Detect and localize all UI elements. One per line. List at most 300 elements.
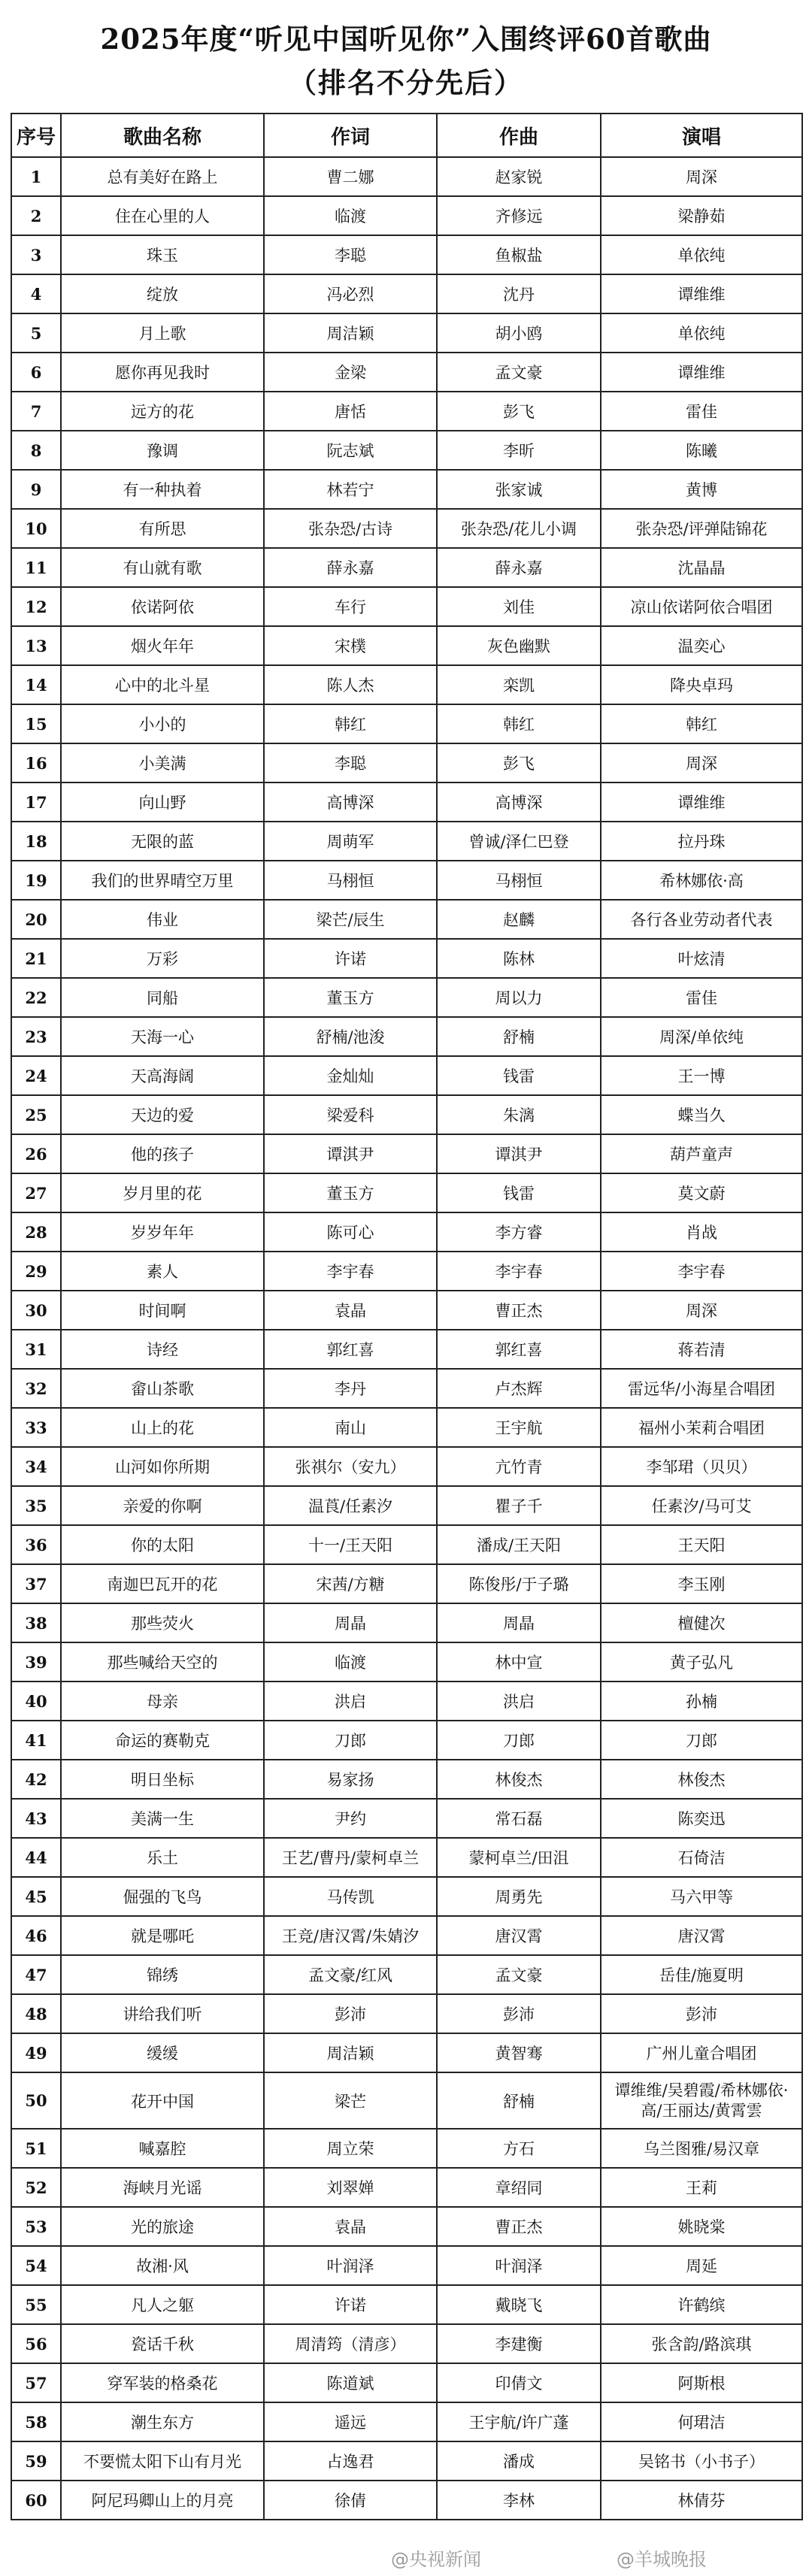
cell-song: 亲爱的你啊 <box>61 1486 264 1525</box>
cell-index: 44 <box>11 1838 61 1877</box>
cell-song: 明日坐标 <box>61 1760 264 1799</box>
cell-lyricist: 马栩恒 <box>264 861 437 900</box>
cell-singer: 沈晶晶 <box>601 548 802 587</box>
cell-index: 28 <box>11 1212 61 1252</box>
table-row <box>11 1799 802 1838</box>
cell-composer: 周勇先 <box>437 1877 601 1916</box>
cell-lyricist: 冯必烈 <box>264 274 437 313</box>
cell-song: 伟业 <box>61 900 264 939</box>
page-title: 2025年度“听见中国听见你”入围终评60首歌曲 <box>100 23 712 56</box>
cell-song: 素人 <box>61 1252 264 1291</box>
cell-lyricist: 周洁颖 <box>264 313 437 353</box>
cell-song: 住在心里的人 <box>61 196 264 235</box>
cell-song: 岁岁年年 <box>61 1212 264 1252</box>
cell-singer: 韩红 <box>601 704 802 743</box>
cell-song: 故湘·风 <box>61 2246 264 2285</box>
cell-composer: 胡小鸥 <box>437 313 601 353</box>
cell-singer: 王一博 <box>601 1056 802 1095</box>
cell-song: 天高海阔 <box>61 1056 264 1095</box>
cell-song: 有山就有歌 <box>61 548 264 587</box>
cell-composer: 灰色幽默 <box>437 626 601 665</box>
table-row <box>11 2033 802 2072</box>
cell-song: 锦绣 <box>61 1955 264 1994</box>
cell-index: 57 <box>11 2363 61 2402</box>
cell-lyricist: 郭红喜 <box>264 1330 437 1369</box>
cell-index: 35 <box>11 1486 61 1525</box>
cell-composer: 方石 <box>437 2129 601 2168</box>
cell-lyricist: 周萌军 <box>264 822 437 861</box>
table-row <box>11 470 802 509</box>
cell-song: 岁月里的花 <box>61 1173 264 1212</box>
cell-composer: 钱雷 <box>437 1173 601 1212</box>
cell-singer: 希林娜依·高 <box>601 861 802 900</box>
table-row <box>11 431 802 470</box>
cell-index: 12 <box>11 587 61 626</box>
cell-song: 烟火年年 <box>61 626 264 665</box>
watermark-ycwb: @羊城晚报 <box>617 2549 707 2570</box>
table-row <box>11 1212 802 1252</box>
cell-lyricist: 孟文豪/红风 <box>264 1955 437 1994</box>
cell-lyricist: 周清筠（清彦） <box>264 2324 437 2363</box>
cell-lyricist: 袁晶 <box>264 1291 437 1330</box>
cell-index: 2 <box>11 196 61 235</box>
cell-lyricist: 宋茜/方糖 <box>264 1564 437 1603</box>
cell-singer: 彭沛 <box>601 1994 802 2033</box>
cell-index: 36 <box>11 1525 61 1564</box>
cell-index: 29 <box>11 1252 61 1291</box>
cell-lyricist: 周晶 <box>264 1603 437 1642</box>
table-row <box>11 2246 802 2285</box>
cell-composer: 亢竹青 <box>437 1447 601 1486</box>
cell-singer: 陈曦 <box>601 431 802 470</box>
cell-composer: 薛永嘉 <box>437 548 601 587</box>
cell-index: 19 <box>11 861 61 900</box>
cell-lyricist: 尹约 <box>264 1799 437 1838</box>
table-row <box>11 313 802 353</box>
cell-composer: 彭飞 <box>437 743 601 782</box>
cell-index: 48 <box>11 1994 61 2033</box>
header-composer: 作曲 <box>437 114 601 157</box>
cell-composer: 曾诚/泽仁巴登 <box>437 822 601 861</box>
cell-composer: 高博深 <box>437 782 601 822</box>
cell-lyricist: 临渡 <box>264 196 437 235</box>
cell-composer: 张杂恐/花儿小调 <box>437 509 601 548</box>
table-row <box>11 1056 802 1095</box>
cell-lyricist: 占逸君 <box>264 2441 437 2481</box>
cell-song: 喊嘉腔 <box>61 2129 264 2168</box>
cell-index: 26 <box>11 1134 61 1173</box>
cell-composer: 舒楠 <box>437 2072 601 2129</box>
cell-singer: 蝶当久 <box>601 1095 802 1134</box>
cell-composer: 王宇航 <box>437 1408 601 1447</box>
cell-lyricist: 周立荣 <box>264 2129 437 2168</box>
cell-composer: 林中宣 <box>437 1642 601 1682</box>
cell-composer: 李昕 <box>437 431 601 470</box>
table-row <box>11 626 802 665</box>
cell-composer: 韩红 <box>437 704 601 743</box>
cell-song: 你的太阳 <box>61 1525 264 1564</box>
cell-composer: 曹正杰 <box>437 1291 601 1330</box>
cell-singer: 降央卓玛 <box>601 665 802 704</box>
cell-song: 命运的赛勒克 <box>61 1721 264 1760</box>
table-row <box>11 1603 802 1642</box>
cell-song: 有所思 <box>61 509 264 548</box>
cell-composer: 黄智骞 <box>437 2033 601 2072</box>
cell-composer: 孟文豪 <box>437 353 601 392</box>
cell-singer: 许鹤缤 <box>601 2285 802 2324</box>
cell-singer: 周深 <box>601 743 802 782</box>
cell-song: 缓缓 <box>61 2033 264 2072</box>
cell-song: 天边的爱 <box>61 1095 264 1134</box>
cell-singer: 周深 <box>601 157 802 196</box>
cell-song: 山上的花 <box>61 1408 264 1447</box>
cell-index: 53 <box>11 2207 61 2246</box>
cell-index: 20 <box>11 900 61 939</box>
cell-song: 不要慌太阳下山有月光 <box>61 2441 264 2481</box>
cell-lyricist: 李聪 <box>264 743 437 782</box>
table-row <box>11 939 802 978</box>
cell-composer: 李宇春 <box>437 1252 601 1291</box>
cell-singer: 梁静茹 <box>601 196 802 235</box>
cell-song: 我们的世界晴空万里 <box>61 861 264 900</box>
cell-composer: 马栩恒 <box>437 861 601 900</box>
table-row <box>11 1486 802 1525</box>
cell-lyricist: 温莨/任素汐 <box>264 1486 437 1525</box>
table-row <box>11 1994 802 2033</box>
cell-index: 50 <box>11 2072 61 2129</box>
cell-singer: 石倚洁 <box>601 1838 802 1877</box>
cell-composer: 彭飞 <box>437 392 601 431</box>
page-header <box>0 0 812 111</box>
cell-index: 37 <box>11 1564 61 1603</box>
table-row <box>11 1955 802 1994</box>
cell-composer: 周以力 <box>437 978 601 1017</box>
cell-lyricist: 林若宁 <box>264 470 437 509</box>
cell-song: 小小的 <box>61 704 264 743</box>
cell-singer: 周深 <box>601 1291 802 1330</box>
cell-composer: 蒙柯卓兰/田沮 <box>437 1838 601 1877</box>
cell-composer: 王宇航/许广蓬 <box>437 2402 601 2441</box>
cell-composer: 齐修远 <box>437 196 601 235</box>
cell-index: 22 <box>11 978 61 1017</box>
cell-singer: 阿斯根 <box>601 2363 802 2402</box>
cell-index: 13 <box>11 626 61 665</box>
cell-song: 就是哪吒 <box>61 1916 264 1955</box>
table-row <box>11 1721 802 1760</box>
table-row <box>11 2207 802 2246</box>
cell-index: 27 <box>11 1173 61 1212</box>
cell-lyricist: 唐恬 <box>264 392 437 431</box>
cell-singer: 莫文蔚 <box>601 1173 802 1212</box>
cell-singer: 蒋若清 <box>601 1330 802 1369</box>
cell-lyricist: 彭沛 <box>264 1994 437 2033</box>
cell-lyricist: 马传凯 <box>264 1877 437 1916</box>
cell-index: 56 <box>11 2324 61 2363</box>
cell-singer: 肖战 <box>601 1212 802 1252</box>
cell-lyricist: 梁爱科 <box>264 1095 437 1134</box>
table-row <box>11 1877 802 1916</box>
cell-index: 9 <box>11 470 61 509</box>
cell-lyricist: 袁晶 <box>264 2207 437 2246</box>
cell-composer: 曹正杰 <box>437 2207 601 2246</box>
cell-lyricist: 许诺 <box>264 939 437 978</box>
cell-song: 珠玉 <box>61 235 264 274</box>
table-row <box>11 157 802 196</box>
cell-index: 49 <box>11 2033 61 2072</box>
songs-table <box>11 113 803 2520</box>
cell-lyricist: 阮志斌 <box>264 431 437 470</box>
cell-song: 穿军装的格桑花 <box>61 2363 264 2402</box>
header-lyricist: 作词 <box>264 114 437 157</box>
cell-lyricist: 梁芒 <box>264 2072 437 2129</box>
cell-index: 1 <box>11 157 61 196</box>
cell-song: 海峡月光谣 <box>61 2168 264 2207</box>
cell-composer: 张家诚 <box>437 470 601 509</box>
cell-lyricist: 董玉方 <box>264 978 437 1017</box>
cell-lyricist: 梁芒/辰生 <box>264 900 437 939</box>
cell-singer: 乌兰图雅/易汉章 <box>601 2129 802 2168</box>
table-row <box>11 548 802 587</box>
cell-lyricist: 李宇春 <box>264 1252 437 1291</box>
cell-index: 55 <box>11 2285 61 2324</box>
cell-singer: 黄博 <box>601 470 802 509</box>
cell-song: 讲给我们听 <box>61 1994 264 2033</box>
cell-singer: 谭维维 <box>601 353 802 392</box>
table-row <box>11 1408 802 1447</box>
cell-index: 16 <box>11 743 61 782</box>
cell-composer: 戴晓飞 <box>437 2285 601 2324</box>
table-row <box>11 1095 802 1134</box>
cell-song: 瓷话千秋 <box>61 2324 264 2363</box>
cell-index: 25 <box>11 1095 61 1134</box>
table-row <box>11 353 802 392</box>
table-row <box>11 2363 802 2402</box>
cell-index: 30 <box>11 1291 61 1330</box>
cell-singer: 林俊杰 <box>601 1760 802 1799</box>
table-row <box>11 1838 802 1877</box>
cell-lyricist: 刘翠婵 <box>264 2168 437 2207</box>
cell-lyricist: 金灿灿 <box>264 1056 437 1095</box>
cell-lyricist: 曹二娜 <box>264 157 437 196</box>
table-row <box>11 2441 802 2481</box>
cell-lyricist: 车行 <box>264 587 437 626</box>
cell-index: 40 <box>11 1682 61 1721</box>
table-row <box>11 2168 802 2207</box>
cell-song: 他的孩子 <box>61 1134 264 1173</box>
cell-song: 光的旅途 <box>61 2207 264 2246</box>
table-row <box>11 196 802 235</box>
cell-index: 45 <box>11 1877 61 1916</box>
cell-singer: 福州小茉莉合唱团 <box>601 1408 802 1447</box>
cell-lyricist: 宋樸 <box>264 626 437 665</box>
table-row <box>11 1564 802 1603</box>
cell-song: 豫调 <box>61 431 264 470</box>
cell-song: 依诺阿依 <box>61 587 264 626</box>
cell-lyricist: 许诺 <box>264 2285 437 2324</box>
cell-lyricist: 韩红 <box>264 704 437 743</box>
cell-singer: 雷佳 <box>601 978 802 1017</box>
table-row <box>11 1173 802 1212</box>
header-singer: 演唱 <box>601 114 802 157</box>
cell-composer: 舒楠 <box>437 1017 601 1056</box>
cell-index: 32 <box>11 1369 61 1408</box>
cell-song: 有一种执着 <box>61 470 264 509</box>
table-row <box>11 235 802 274</box>
cell-singer: 任素汐/马可艾 <box>601 1486 802 1525</box>
cell-singer: 林倩芬 <box>601 2481 802 2520</box>
cell-song: 同船 <box>61 978 264 1017</box>
table-row <box>11 743 802 782</box>
cell-singer: 张杂恐/评弹陆锦花 <box>601 509 802 548</box>
cell-index: 59 <box>11 2441 61 2481</box>
cell-index: 21 <box>11 939 61 978</box>
cell-singer: 刀郎 <box>601 1721 802 1760</box>
cell-composer: 陈林 <box>437 939 601 978</box>
table-row <box>11 782 802 822</box>
cell-song: 倔强的飞鸟 <box>61 1877 264 1916</box>
cell-composer: 唐汉霄 <box>437 1916 601 1955</box>
cell-song: 南迦巴瓦开的花 <box>61 1564 264 1603</box>
table-row <box>11 392 802 431</box>
cell-lyricist: 李聪 <box>264 235 437 274</box>
cell-lyricist: 刀郎 <box>264 1721 437 1760</box>
cell-composer: 李方睿 <box>437 1212 601 1252</box>
cell-singer: 葫芦童声 <box>601 1134 802 1173</box>
cell-index: 18 <box>11 822 61 861</box>
cell-index: 11 <box>11 548 61 587</box>
table-header-row <box>11 114 802 157</box>
watermark-cctv: @央视新闻 <box>391 2549 481 2570</box>
table-row <box>11 1447 802 1486</box>
cell-index: 60 <box>11 2481 61 2520</box>
cell-index: 3 <box>11 235 61 274</box>
cell-singer: 陈奕迅 <box>601 1799 802 1838</box>
table-row <box>11 1134 802 1173</box>
cell-index: 43 <box>11 1799 61 1838</box>
cell-singer: 谭维维 <box>601 274 802 313</box>
cell-composer: 朱漓 <box>437 1095 601 1134</box>
cell-composer: 刘佳 <box>437 587 601 626</box>
cell-index: 31 <box>11 1330 61 1369</box>
cell-lyricist: 陈道斌 <box>264 2363 437 2402</box>
table-row <box>11 2324 802 2363</box>
cell-composer: 钱雷 <box>437 1056 601 1095</box>
cell-song: 花开中国 <box>61 2072 264 2129</box>
cell-composer: 瞿子千 <box>437 1486 601 1525</box>
cell-singer: 单依纯 <box>601 313 802 353</box>
cell-song: 万彩 <box>61 939 264 978</box>
cell-song: 绽放 <box>61 274 264 313</box>
cell-composer: 谭淇尹 <box>437 1134 601 1173</box>
cell-singer: 单依纯 <box>601 235 802 274</box>
cell-singer: 檀健次 <box>601 1603 802 1642</box>
cell-index: 39 <box>11 1642 61 1682</box>
cell-lyricist: 张祺尔（安九） <box>264 1447 437 1486</box>
cell-singer: 广州儿童合唱团 <box>601 2033 802 2072</box>
cell-index: 38 <box>11 1603 61 1642</box>
cell-composer: 赵家锐 <box>437 157 601 196</box>
cell-index: 17 <box>11 782 61 822</box>
table-row <box>11 1369 802 1408</box>
table-row <box>11 861 802 900</box>
cell-singer: 马六甲等 <box>601 1877 802 1916</box>
cell-song: 美满一生 <box>61 1799 264 1838</box>
cell-composer: 潘成/王天阳 <box>437 1525 601 1564</box>
cell-index: 6 <box>11 353 61 392</box>
cell-composer: 赵麟 <box>437 900 601 939</box>
table-row <box>11 900 802 939</box>
cell-index: 41 <box>11 1721 61 1760</box>
cell-song: 阿尼玛卿山上的月亮 <box>61 2481 264 2520</box>
cell-index: 10 <box>11 509 61 548</box>
cell-composer: 周晶 <box>437 1603 601 1642</box>
cell-song: 时间啊 <box>61 1291 264 1330</box>
table-row <box>11 704 802 743</box>
header-index: 序号 <box>11 114 61 157</box>
cell-song: 小美满 <box>61 743 264 782</box>
cell-composer: 彭沛 <box>437 1994 601 2033</box>
cell-singer: 拉丹珠 <box>601 822 802 861</box>
cell-index: 42 <box>11 1760 61 1799</box>
cell-song: 那些荧火 <box>61 1603 264 1642</box>
table-row <box>11 822 802 861</box>
cell-lyricist: 舒楠/池浚 <box>264 1017 437 1056</box>
cell-lyricist: 临渡 <box>264 1642 437 1682</box>
cell-lyricist: 陈可心 <box>264 1212 437 1252</box>
cell-song: 山河如你所期 <box>61 1447 264 1486</box>
cell-song: 无限的蓝 <box>61 822 264 861</box>
cell-index: 14 <box>11 665 61 704</box>
table-body <box>11 157 802 2520</box>
cell-singer: 黄子弘凡 <box>601 1642 802 1682</box>
table-row <box>11 1682 802 1721</box>
cell-song: 天海一心 <box>61 1017 264 1056</box>
cell-lyricist: 王艺/曹丹/蒙柯卓兰 <box>264 1838 437 1877</box>
table-row <box>11 509 802 548</box>
cell-composer: 潘成 <box>437 2441 601 2481</box>
cell-lyricist: 易家扬 <box>264 1760 437 1799</box>
table-row <box>11 2285 802 2324</box>
cell-song: 总有美好在路上 <box>61 157 264 196</box>
cell-index: 58 <box>11 2402 61 2441</box>
cell-singer: 周延 <box>601 2246 802 2285</box>
cell-song: 那些喊给天空的 <box>61 1642 264 1682</box>
cell-composer: 鱼椒盐 <box>437 235 601 274</box>
table-row <box>11 665 802 704</box>
cell-singer: 李玉刚 <box>601 1564 802 1603</box>
cell-lyricist: 叶润泽 <box>264 2246 437 2285</box>
cell-index: 8 <box>11 431 61 470</box>
cell-index: 52 <box>11 2168 61 2207</box>
cell-singer: 吴铭书（小书子） <box>601 2441 802 2481</box>
table-row <box>11 1760 802 1799</box>
cell-singer: 雷佳 <box>601 392 802 431</box>
cell-lyricist: 谭淇尹 <box>264 1134 437 1173</box>
cell-lyricist: 陈人杰 <box>264 665 437 704</box>
cell-singer: 李邹珺（贝贝） <box>601 1447 802 1486</box>
cell-index: 4 <box>11 274 61 313</box>
cell-index: 51 <box>11 2129 61 2168</box>
cell-song: 潮生东方 <box>61 2402 264 2441</box>
page-subtitle: （排名不分先后） <box>289 66 523 99</box>
table-row <box>11 1916 802 1955</box>
table-row <box>11 978 802 1017</box>
cell-composer: 洪启 <box>437 1682 601 1721</box>
cell-composer: 郭红喜 <box>437 1330 601 1369</box>
cell-song: 凡人之躯 <box>61 2285 264 2324</box>
cell-composer: 印倩文 <box>437 2363 601 2402</box>
cell-composer: 陈俊彤/于子璐 <box>437 1564 601 1603</box>
